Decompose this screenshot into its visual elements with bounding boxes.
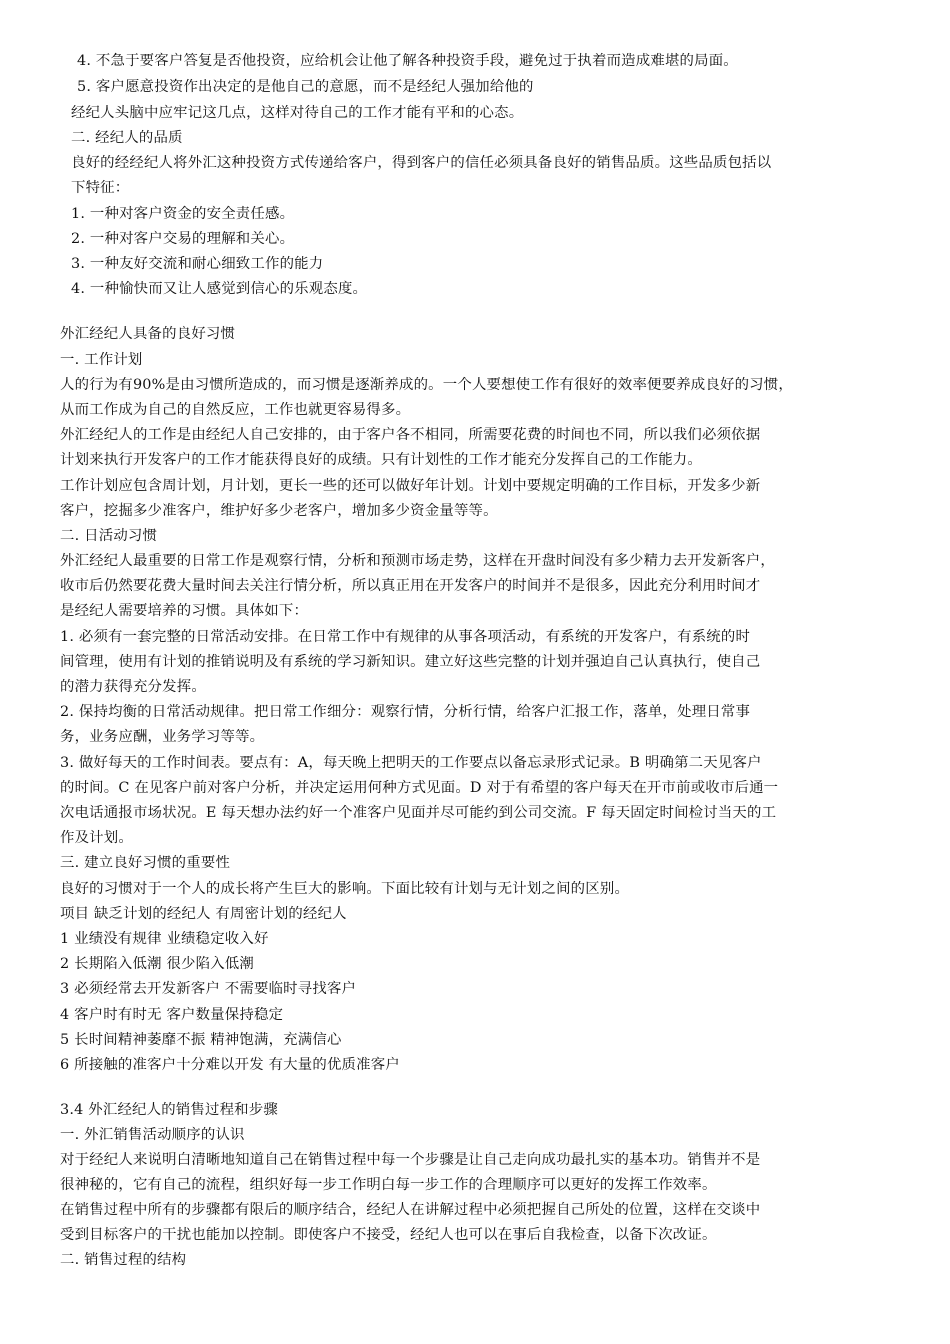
paragraph-line: 1. 必须有一套完整的日常活动安排。在日常工作中有规律的从事各项活动，有系统的开发客户，有系统的时	[60, 629, 751, 645]
paragraph-line: 务，业务应酬，业务学习等等。	[60, 729, 265, 745]
quality-item-4: 4. 一种愉快而又让人感觉到信心的乐观态度。	[71, 281, 368, 297]
paragraph-line: 外汇经纪人最重要的日常工作是观察行情，分析和预测市场走势，这样在开盘时间没有多少精力去开发新客户，	[60, 553, 775, 569]
paragraph-summary: 经纪人头脑中应牢记这几点，这样对待自己的工作才能有平和的心态。	[71, 105, 524, 121]
paragraph-line: 对于经纪人来说明白清晰地知道自己在销售过程中每一个步骤是让自己走向成功最扎实的基本功。销售并不是	[60, 1152, 761, 1168]
table-row: 1 业绩没有规律 业绩稳定收入好	[60, 931, 269, 947]
paragraph-line: 次电话通报市场状况。E 每天想办法约好一个准客户见面并尽可能约到公司交流。F 每天固定时间检讨当天的工	[60, 805, 777, 821]
paragraph-line: 客户，挖掘多少准客户，维护好多少老客户，增加多少资金量等等。	[60, 503, 498, 519]
quality-item-3: 3. 一种友好交流和耐心细致工作的能力	[71, 256, 324, 272]
paragraph-line: 人的行为有90%是由习惯所造成的，而习惯是逐渐养成的。一个人要想使工作有很好的效率便要养成良好的习惯，	[60, 377, 793, 393]
heading-broker-qualities: 二. 经纪人的品质	[71, 130, 183, 146]
paragraph-line: 收市后仍然要花费大量时间去关注行情分析，所以真正用在开发客户的时间并不是很多，因此充分利用时间才	[60, 578, 761, 594]
paragraph-line: 作及计划。	[60, 830, 133, 846]
paragraph-line: 是经纪人需要培养的习惯。具体如下：	[60, 603, 309, 619]
paragraph-line: 3. 做好每天的工作时间表。要点有：A，每天晚上把明天的工作要点以备忘录形式记录。B 明确第二天见客户	[60, 755, 762, 771]
heading-daily-habits: 二. 日活动习惯	[60, 528, 158, 544]
heading-habit-importance: 三. 建立良好习惯的重要性	[60, 855, 231, 871]
table-row: 5 长时间精神萎靡不振 精神饱满，充满信心	[60, 1032, 342, 1048]
paragraph-line: 的时间。C 在见客户前对客户分析，并决定运用何种方式见面。D 对于有希望的客户每天在开市前或收市后通一	[60, 780, 779, 796]
paragraph-line: 从而工作成为自己的自然反应，工作也就更容易得多。	[60, 402, 411, 418]
paragraph-qualities-intro-cont: 下特征：	[71, 180, 130, 196]
quality-item-1: 1. 一种对客户资金的安全责任感。	[71, 206, 295, 222]
list-item-point-4: 4. 不急于要客户答复是否他投资，应给机会让他了解各种投资手段，避免过于执着而造成难堪的局面。	[77, 53, 738, 69]
heading-work-plan: 一. 工作计划	[60, 352, 143, 368]
paragraph-line: 受到目标客户的干扰也能加以控制。即使客户不接受，经纪人也可以在事后自我检查，以备下次改证。	[60, 1227, 717, 1243]
paragraph-line: 2. 保持均衡的日常活动规律。把日常工作细分：观察行情，分析行情，给客户汇报工作，落单，处理日常事	[60, 704, 751, 720]
heading-sales-order: 一. 外汇销售活动顺序的认识	[60, 1127, 245, 1143]
section-title-sales-process: 3.4 外汇经纪人的销售过程和步骤	[60, 1102, 278, 1118]
table-header-row: 项目 缺乏计划的经纪人 有周密计划的经纪人	[60, 906, 347, 922]
quality-item-2: 2. 一种对客户交易的理解和关心。	[71, 231, 295, 247]
table-row: 4 客户时有时无 客户数量保持稳定	[60, 1007, 284, 1023]
table-row: 2 长期陷入低潮 很少陷入低潮	[60, 956, 254, 972]
paragraph-line: 间管理，使用有计划的推销说明及有系统的学习新知识。建立好这些完整的计划并强迫自己认真执行，使自己	[60, 654, 761, 670]
table-row: 3 必须经常去开发新客户 不需要临时寻找客户	[60, 981, 357, 997]
list-item-point-5: 5. 客户愿意投资作出决定的是他自己的意愿，而不是经纪人强加给他的	[77, 79, 534, 95]
section-title-good-habits: 外汇经纪人具备的良好习惯	[60, 326, 236, 342]
paragraph-line: 计划来执行开发客户的工作才能获得良好的成绩。只有计划性的工作才能充分发挥自己的工作能力。	[60, 452, 702, 468]
paragraph-line: 工作计划应包含周计划，月计划，更长一些的还可以做好年计划。计划中要规定明确的工作目标，开发多少新	[60, 478, 761, 494]
paragraph-line: 良好的习惯对于一个人的成长将产生巨大的影响。下面比较有计划与无计划之间的区别。	[60, 881, 630, 897]
paragraph-line: 很神秘的，它有自己的流程，组织好每一步工作明白每一步工作的合理顺序可以更好的发挥工作效率。	[60, 1177, 717, 1193]
paragraph-line: 在销售过程中所有的步骤都有限后的顺序结合，经纪人在讲解过程中必须把握自己所处的位置，这样在交谈中	[60, 1202, 761, 1218]
paragraph-line: 的潜力获得充分发挥。	[60, 679, 206, 695]
table-row: 6 所接触的准客户十分难以开发 有大量的优质准客户	[60, 1057, 400, 1073]
paragraph-line: 外汇经纪人的工作是由经纪人自己安排的，由于客户各不相同，所需要花费的时间也不同，所以我们必须依据	[60, 427, 761, 443]
heading-sales-structure: 二. 销售过程的结构	[60, 1252, 187, 1268]
paragraph-qualities-intro: 良好的经经纪人将外汇这种投资方式传递给客户，得到客户的信任必须具备良好的销售品质。这些品质包括以	[71, 155, 772, 171]
